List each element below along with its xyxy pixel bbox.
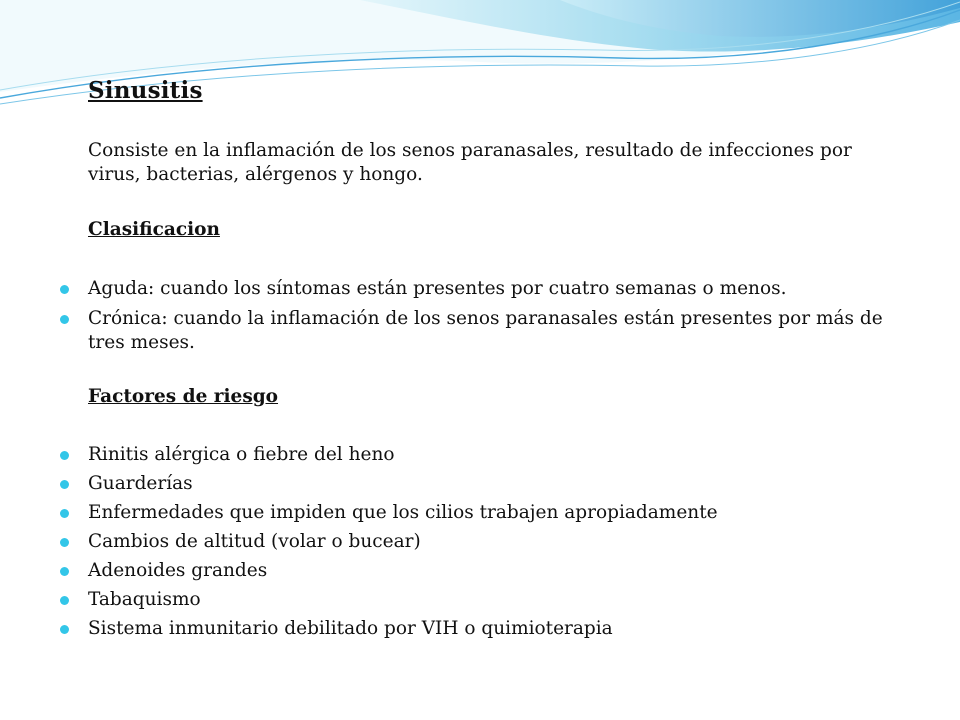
bullet-icon bbox=[60, 480, 69, 489]
intro-paragraph: Consiste en la inflamación de los senos paranasales, resultado de infecciones por virus, bacterias, alérgenos y hongo. bbox=[88, 140, 852, 185]
bullet-icon bbox=[60, 567, 69, 576]
list-item: Sistema inmunitario debilitado por VIH o quimioterapia bbox=[0, 617, 888, 646]
slide-title: Sinusitis bbox=[88, 77, 203, 104]
risk-factors-list bbox=[0, 443, 888, 646]
bullet-icon bbox=[60, 315, 69, 324]
list-item: Cambios de altitud (volar o bucear) bbox=[0, 530, 888, 559]
bullet-icon bbox=[60, 509, 69, 518]
bullet-icon bbox=[60, 625, 69, 634]
list-item: Crónica: cuando la inflamación de los senos paranasales están presentes por más de tres meses. bbox=[0, 307, 888, 355]
risk-factors-heading: Factores de riesgo bbox=[88, 386, 279, 407]
list-item: Rinitis alérgica o fiebre del heno bbox=[0, 443, 888, 472]
classification-list bbox=[0, 277, 888, 361]
bullet-icon bbox=[60, 451, 69, 460]
classification-heading: Clasificacion bbox=[88, 219, 220, 240]
bullet-icon bbox=[60, 538, 69, 547]
bullet-icon bbox=[60, 285, 69, 294]
list-item: Tabaquismo bbox=[0, 588, 888, 617]
list-item: Guarderías bbox=[0, 472, 888, 501]
list-item: Adenoides grandes bbox=[0, 559, 888, 588]
bullet-icon bbox=[60, 596, 69, 605]
list-item: Aguda: cuando los síntomas están presentes por cuatro semanas o menos. bbox=[0, 277, 888, 301]
list-item: Enfermedades que impiden que los cilios trabajen apropiadamente bbox=[0, 501, 888, 530]
